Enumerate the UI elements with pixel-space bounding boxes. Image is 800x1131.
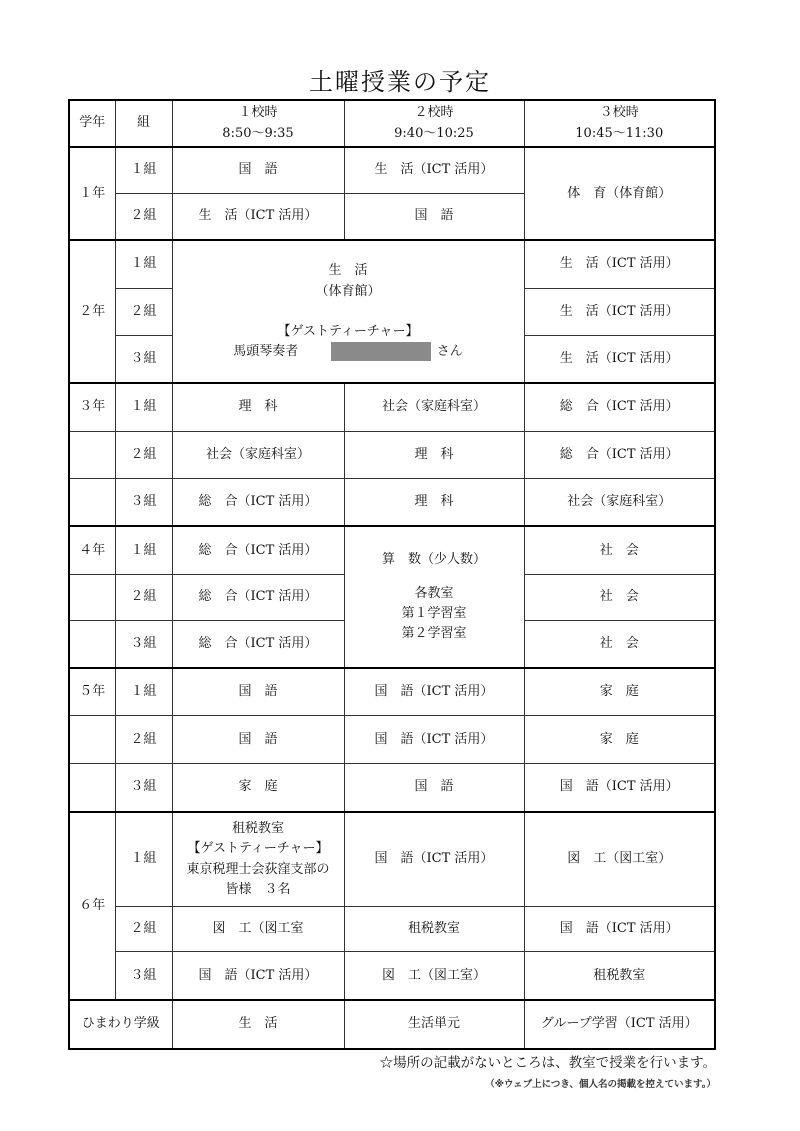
grade-6-label: ６年	[69, 812, 115, 1000]
grade-3-label: ３年	[69, 383, 115, 431]
cell-g6-c1-p2: 国 語（ICT 活用）	[344, 812, 524, 907]
g2-guest-role: 馬頭琴奏者	[233, 343, 299, 359]
cell-g1-c2-p1: 生 活（ICT 活用）	[172, 193, 344, 240]
cell-g4-c1-p1: 総 合（ICT 活用）	[172, 526, 344, 574]
period-1-label: １校時	[238, 105, 278, 121]
cell-g5-c1-p1: 国 語	[172, 668, 344, 716]
grade-5-empty	[69, 716, 115, 764]
cell-g6-c3-p3: 租税教室	[524, 952, 715, 1000]
cell-g5-c2-p2: 国 語（ICT 活用）	[344, 716, 524, 764]
cell-g3-c2-p3: 総 合（ICT 活用）	[524, 431, 715, 478]
cell-g5-c3-p1: 家 庭	[172, 764, 344, 812]
cell-g6-c1-p3: 図 工（図工室）	[524, 812, 715, 907]
grade-5-label: ５年	[69, 668, 115, 716]
class-label: １組	[115, 147, 172, 193]
cell-g4-c1-p3: 社 会	[524, 526, 715, 574]
cell-g3-c2-p1: 社会（家庭科室）	[172, 431, 344, 478]
cell-g6-c3-p1: 国 語（ICT 活用）	[172, 952, 344, 1000]
g6-guest-org: 東京税理士会荻窪支部の	[186, 861, 330, 877]
g6-guest-count: 皆様 ３名	[225, 881, 291, 897]
g4-subject: 算 数（少人数）	[381, 551, 486, 567]
g6-guest-heading: 【ゲストティーチャー】	[187, 841, 329, 857]
class-label: ２組	[115, 193, 172, 240]
period-3-label: ３校時	[599, 105, 639, 121]
cell-g2-merged	[172, 240, 524, 383]
header-period-1	[172, 100, 344, 147]
g2-location: （体育館）	[315, 283, 381, 299]
cell-g6-c3-p2: 図 工（図工室）	[344, 952, 524, 1000]
cell-g1-c1-p1: 国 語	[172, 147, 344, 193]
himawari-label: ひまわり学級	[69, 1000, 172, 1049]
period-2-time: 9:40～10:25	[394, 125, 474, 141]
cell-g5-c1-p3: 家 庭	[524, 668, 715, 716]
cell-g1-p3: 体 育（体育館）	[524, 147, 715, 240]
class-label: １組	[115, 240, 172, 288]
g2-guest-suffix: さん	[436, 343, 463, 359]
cell-himawari-p1: 生 活	[172, 1000, 344, 1049]
cell-g3-c2-p2: 理 科	[344, 431, 524, 478]
grade-2-label: ２年	[69, 240, 115, 383]
cell-g4-c3-p1: 総 合（ICT 活用）	[172, 621, 344, 668]
class-label: ３組	[115, 621, 172, 668]
cell-g3-c3-p1: 総 合（ICT 活用）	[172, 478, 344, 526]
class-label: １組	[115, 668, 172, 716]
header-period-3	[524, 100, 715, 147]
cell-g1-c2-p2: 国 語	[344, 193, 524, 240]
grade-4-label: ４年	[69, 526, 115, 574]
class-label: ２組	[115, 431, 172, 478]
cell-g3-c3-p3: 社会（家庭科室）	[524, 478, 715, 526]
class-label: ２組	[115, 574, 172, 620]
cell-g4-c2-p3: 社 会	[524, 574, 715, 620]
grade-3-empty	[69, 478, 115, 526]
class-label: ３組	[115, 764, 172, 812]
cell-g3-c3-p2: 理 科	[344, 478, 524, 526]
class-label: ２組	[115, 716, 172, 764]
class-label: ２組	[115, 907, 172, 952]
cell-g5-c1-p2: 国 語（ICT 活用）	[344, 668, 524, 716]
cell-g5-c3-p3: 国 語（ICT 活用）	[524, 764, 715, 812]
cell-g2-c3-p3: 生 活（ICT 活用）	[524, 335, 715, 383]
header-class: 組	[115, 100, 172, 147]
cell-g6-c2-p1: 図 工（図工室	[172, 907, 344, 952]
class-label: ３組	[115, 952, 172, 1000]
class-label: ３組	[115, 335, 172, 383]
grade-1-label: １年	[69, 147, 115, 240]
g2-guest-name	[175, 342, 522, 362]
period-1-time: 8:50～9:35	[222, 125, 294, 141]
class-label: １組	[115, 526, 172, 574]
cell-himawari-p3: グループ学習（ICT 活用）	[524, 1000, 715, 1049]
cell-g5-c2-p1: 国 語	[172, 716, 344, 764]
cell-g4-p2	[344, 526, 524, 667]
grade-4-empty	[69, 574, 115, 620]
g4-room-3: 第２学習室	[401, 626, 467, 642]
cell-g6-c2-p3: 国 語（ICT 活用）	[524, 907, 715, 952]
cell-g3-c1-p1: 理 科	[172, 383, 344, 431]
class-label: ２組	[115, 288, 172, 335]
cell-g1-c1-p2: 生 活（ICT 活用）	[344, 147, 524, 193]
cell-g6-c2-p2: 租税教室	[344, 907, 524, 952]
class-label: １組	[115, 812, 172, 907]
cell-himawari-p2: 生活単元	[344, 1000, 524, 1049]
period-3-time: 10:45～11:30	[575, 125, 664, 141]
redacted-name-block	[331, 342, 431, 361]
grade-4-empty	[69, 621, 115, 668]
cell-g3-c1-p3: 総 合（ICT 活用）	[524, 383, 715, 431]
header-period-2	[344, 100, 524, 147]
cell-g4-c2-p1: 総 合（ICT 活用）	[172, 574, 344, 620]
header-grade: 学年	[69, 100, 115, 147]
cell-g2-c2-p3: 生 活（ICT 活用）	[524, 288, 715, 335]
class-label: ３組	[115, 478, 172, 526]
g2-subject: 生 活	[328, 263, 368, 279]
cell-g5-c3-p2: 国 語	[344, 764, 524, 812]
period-2-label: ２校時	[414, 105, 454, 121]
cell-g2-c1-p3: 生 活（ICT 活用）	[524, 240, 715, 288]
page-title: 土曜授業の予定	[309, 68, 491, 96]
class-label: １組	[115, 383, 172, 431]
g6-tax-class: 租税教室	[231, 821, 284, 837]
cell-g3-c1-p2: 社会（家庭科室）	[344, 383, 524, 431]
g4-room-1: 各教室	[414, 585, 454, 601]
cell-g5-c2-p3: 家 庭	[524, 716, 715, 764]
location-note: ☆場所の記載がないところは、教室で授業を行います。	[379, 1055, 716, 1071]
schedule-table	[68, 99, 716, 1050]
grade-3-empty	[69, 431, 115, 478]
grade-5-empty	[69, 764, 115, 812]
privacy-note: （※ウェブ上につき、個人名の掲載を控えています。）	[485, 1079, 716, 1090]
g4-room-2: 第１学習室	[401, 605, 467, 621]
cell-g6-c1-p1	[172, 812, 344, 907]
g2-guest-heading: 【ゲストティーチャー】	[277, 323, 419, 339]
cell-g4-c3-p3: 社 会	[524, 621, 715, 668]
